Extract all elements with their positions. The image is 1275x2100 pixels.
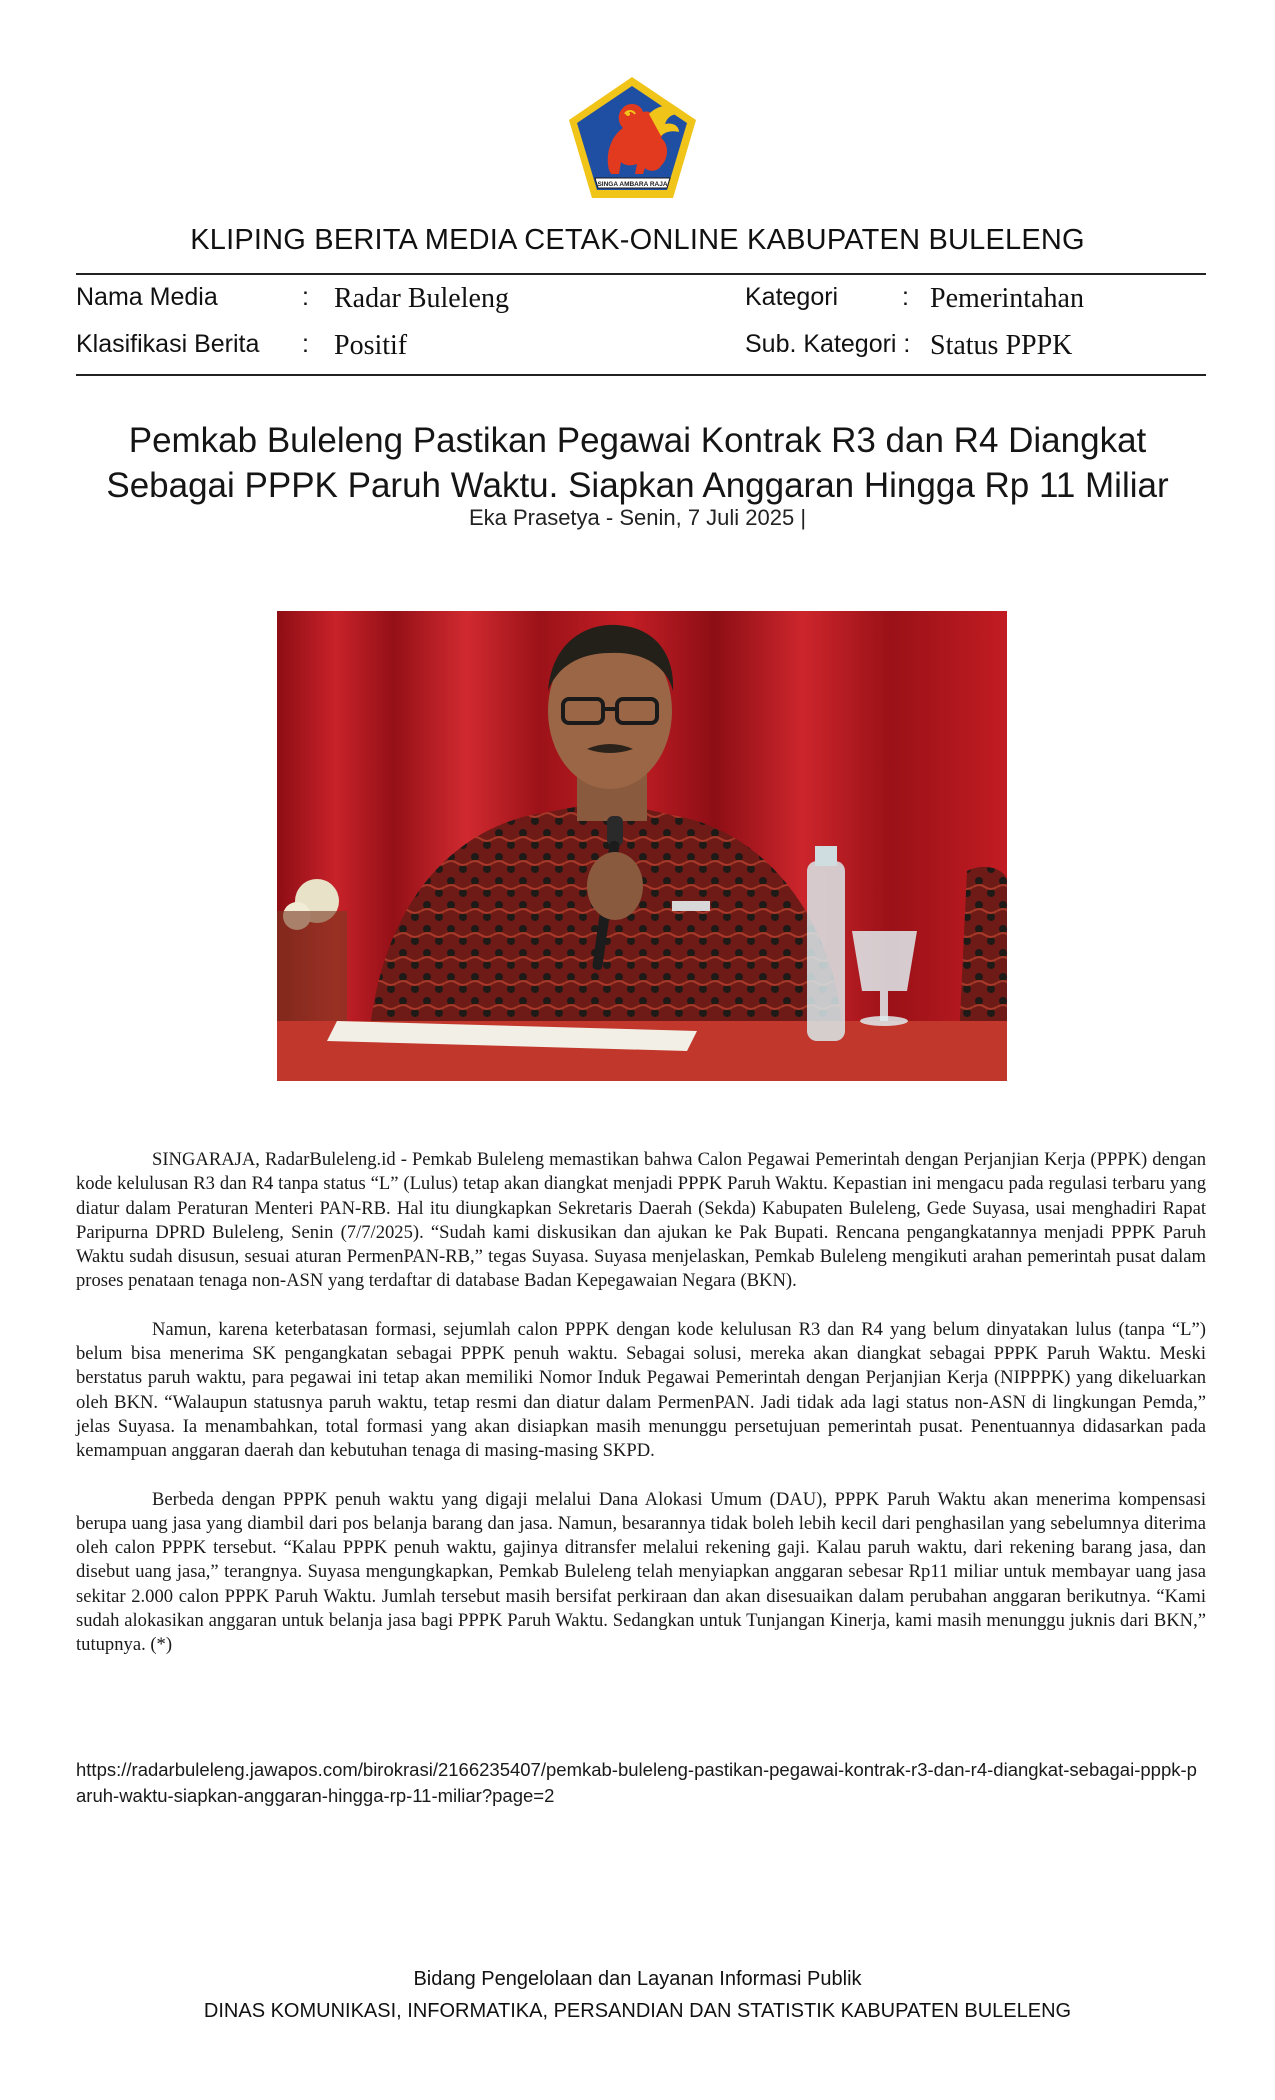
media-label: Nama Media xyxy=(76,283,218,311)
buleleng-regency-emblem-icon xyxy=(565,74,700,202)
header-title: KLIPING BERITA MEDIA CETAK-ONLINE KABUPATEN BULELENG xyxy=(190,224,1085,256)
kategori-label: Kategori xyxy=(745,283,839,311)
source-url-link[interactable]: https://radarbuleleng.jawapos.com/birokrasi/2166235407/pemkab-buleleng-pastikan-pegawai-kontrak-r3-dan-r4-diangkat-sebagai-pppk-paruh-waktu-siapkan-anggaran-hingga-rp-11-miliar?page=2 xyxy=(76,1759,1197,1806)
klasifikasi-colon: : xyxy=(302,330,309,358)
article-paragraph-1: SINGARAJA, RadarBuleleng.id - Pemkab Buleleng memastikan bahwa Calon Pegawai Pemerintah dengan Perjanjian Kerja (PPPK) dengan kode kelulusan R3 dan R4 tanpa status “L” (Lulus) tetap akan diangkat menjadi PPPK Paruh Waktu. Kepastian ini mengacu pada regulasi terbaru yang diatur dalam Peraturan Menteri PAN-RB. Hal itu diungkapkan Sekretaris Daerah (Sekda) Kabupaten Buleleng, Gede Suyasa, usai menghadiri Rapat Paripurna DPRD Buleleng, Senin (7/7/2025). “Sudah kami diskusikan dan ajukan ke Pak Bupati. Rencana pengangkatannya menjadi PPPK Paruh Waktu sudah disusun, sesuai aturan PermenPAN-RB,” tegas Suyasa. Suyasa menjelaskan, Pemkab Buleleng mengikuti arahan pemerintah pusat dalam proses penataan tenaga non-ASN yang terdaftar di database Badan Kepegawaian Negara (BKN). xyxy=(76,1149,1206,1292)
header-bottom-rule xyxy=(76,374,1206,376)
article-headline: Pemkab Buleleng Pastikan Pegawai Kontrak R3 dan R4 Diangkat Sebagai PPPK Paruh Waktu. Siapkan Anggaran Hingga Rp 11 Miliar xyxy=(106,421,1169,505)
kategori-value: Pemerintahan xyxy=(930,283,1084,314)
klasifikasi-value: Positif xyxy=(334,330,408,361)
media-colon: : xyxy=(302,283,309,311)
footer-dinas: DINAS KOMUNIKASI, INFORMATIKA, PERSANDIAN DAN STATISTIK KABUPATEN BULELENG xyxy=(203,2000,1072,2022)
article-byline: Eka Prasetya - Senin, 7 Juli 2025 | xyxy=(468,505,807,530)
kategori-colon: : xyxy=(902,283,909,311)
sub-kategori-value: Status PPPK xyxy=(930,330,1073,361)
article-paragraph-2: Namun, karena keterbatasan formasi, sejumlah calon PPPK dengan kode kelulusan R3 dan R4 yang belum dinyatakan lulus (tanpa “L”) belum bisa menerima SK pengangkatan sebagai PPPK penuh waktu. Sebagai solusi, mereka akan diangkat sebagai PPPK Paruh Waktu. Meski berstatus paruh waktu, para pegawai ini tetap akan memiliki Nomor Induk Pegawai Pemerintah dengan Perjanjian Kerja (NIPPPK) yang dikeluarkan oleh BKN. “Walaupun statusnya paruh waktu, tetap resmi dan diatur dalam PermenPAN. Jadi tidak ada lagi status non-ASN di lingkungan Pemda,” jelas Suyasa. Ia menambahkan, total formasi yang akan disiapkan masih menunggu persetujuan pemerintah pusat. Penentuannya didasarkan pada kemampuan anggaran daerah dan kebutuhan tenaga di masing-masing SKPD. xyxy=(76,1318,1206,1462)
header-top-rule xyxy=(76,273,1206,275)
article-body xyxy=(76,1148,1206,1682)
sub-kategori-label: Sub. Kategori : xyxy=(745,330,911,358)
article-photo xyxy=(277,611,1007,1081)
klasifikasi-label: Klasifikasi Berita xyxy=(76,330,260,358)
emblem-motto: SINGA AMBARA RAJA xyxy=(597,181,668,188)
footer-bidang: Bidang Pengelolaan dan Layanan Informasi Publik xyxy=(413,1968,862,1990)
article-paragraph-3: Berbeda dengan PPPK penuh waktu yang digaji melalui Dana Alokasi Umum (DAU), PPPK Paruh Waktu akan menerima kompensasi berupa uang jasa yang diambil dari pos belanja barang dan jasa. Namun, besarannya tidak boleh lebih kecil dari penghasilan yang sebelumnya diterima oleh calon PPPK tersebut. “Kalau PPPK penuh waktu, gajinya ditransfer melalui rekening gaji. Kalau paruh waktu, dari rekening barang jasa, dan disebut uang jasa,” terangnya. Suyasa mengungkapkan, Pemkab Buleleng telah menyiapkan anggaran sebesar Rp11 miliar untuk membayar uang jasa sekitar 2.000 calon PPPK Paruh Waktu. Jumlah tersebut masih bersifat perkiraan dan akan disesuaikan dalam perubahan anggaran berikutnya. “Kami sudah alokasikan anggaran untuk belanja jasa bagi PPPK Paruh Waktu. Sedangkan untuk Tunjangan Kinerja, kami masih menunggu juknis dari BKN,” tutupnya. (*) xyxy=(76,1488,1206,1656)
media-value: Radar Buleleng xyxy=(334,283,509,314)
